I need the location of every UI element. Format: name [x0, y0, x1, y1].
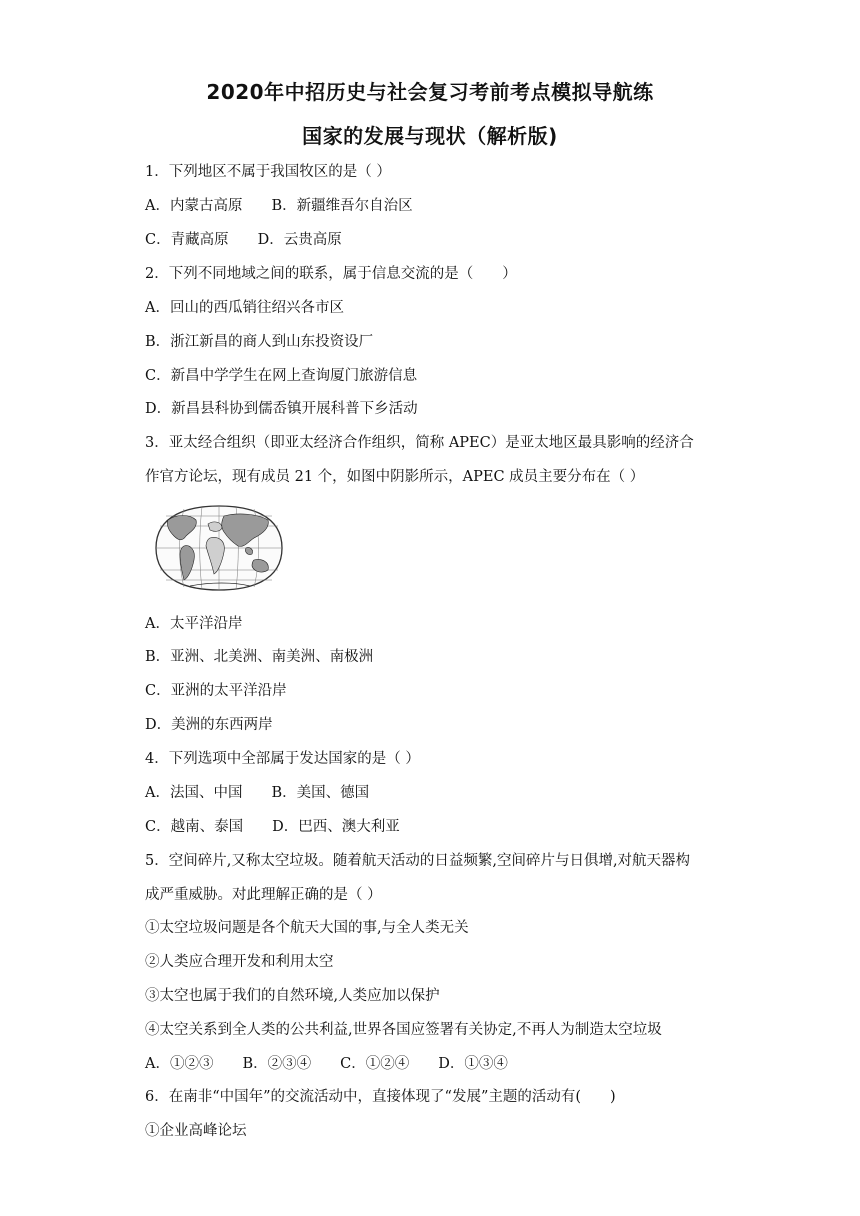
question-5-statement-2: ②人类应合理开发和利用太空 — [145, 954, 334, 970]
question-4-options-ab: A．法国、中国 B．美国、德国 — [145, 785, 370, 801]
question-3-option-c: C．亚洲的太平洋沿岸 — [145, 683, 287, 699]
question-5-stem-line1: 5．空间碎片,又称太空垃圾。随着航天活动的日益频繁,空间碎片与日俱增,对航天器构 — [145, 853, 691, 869]
question-3-option-a: A．太平洋沿岸 — [145, 616, 243, 632]
question-5-statement-1: ①太空垃圾问题是各个航天大国的事,与全人类无关 — [145, 920, 469, 936]
question-1-options-ab: A．内蒙古高原 B．新疆维吾尔自治区 — [145, 198, 413, 214]
question-2-option-c: C．新昌中学学生在网上查询厦门旅游信息 — [145, 368, 418, 384]
question-1-options-cd: C．青藏高原 D．云贵高原 — [145, 232, 342, 248]
question-6-statement-1: ①企业高峰论坛 — [145, 1123, 247, 1139]
question-2-option-d: D．新昌县科协到儒岙镇开展科普下乡活动 — [145, 401, 418, 417]
question-2-option-a: A．回山的西瓜销往绍兴各市区 — [145, 300, 344, 316]
question-3-option-b: B．亚洲、北美洲、南美洲、南极洲 — [145, 649, 374, 665]
question-2-stem: 2．下列不同地域之间的联系，属于信息交流的是（ ） — [145, 266, 517, 282]
question-5-options: A．①②③ B．②③④ C．①②④ D．①③④ — [145, 1056, 508, 1072]
question-4-options-cd: C．越南、泰国 D．巴西、澳大利亚 — [145, 819, 400, 835]
question-4-stem: 4．下列选项中全部属于发达国家的是（ ） — [145, 751, 420, 767]
document-title: 2020年中招历史与社会复习考前考点模拟导航练 — [206, 80, 654, 104]
question-6-stem: 6．在南非“中国年”的交流活动中，直接体现了“发展”主题的活动有( ) — [145, 1089, 616, 1105]
question-3-option-d: D．美洲的东西两岸 — [145, 717, 273, 733]
question-3-stem-line2: 作官方论坛，现有成员 21 个，如图中阴影所示，APEC 成员主要分布在（ ） — [145, 469, 645, 485]
question-2-option-b: B．浙江新昌的商人到山东投资设厂 — [145, 334, 374, 350]
question-5-statement-3: ③太空也属于我们的自然环境,人类应加以保护 — [145, 988, 440, 1004]
question-5-statement-4: ④太空关系到全人类的公共利益,世界各国应签署有关协定,不再人为制造太空垃圾 — [145, 1022, 662, 1038]
world-map-figure — [150, 502, 288, 594]
question-3-stem-line1: 3．亚太经合组织（即亚太经济合作组织，简称 APEC）是亚太地区最具影响的经济合 — [145, 435, 694, 451]
document-subtitle: 国家的发展与现状（解析版) — [302, 124, 558, 148]
question-1-stem: 1．下列地区不属于我国牧区的是（ ） — [145, 164, 391, 180]
question-5-stem-line2: 成严重威胁。对此理解正确的是（ ） — [145, 887, 382, 903]
